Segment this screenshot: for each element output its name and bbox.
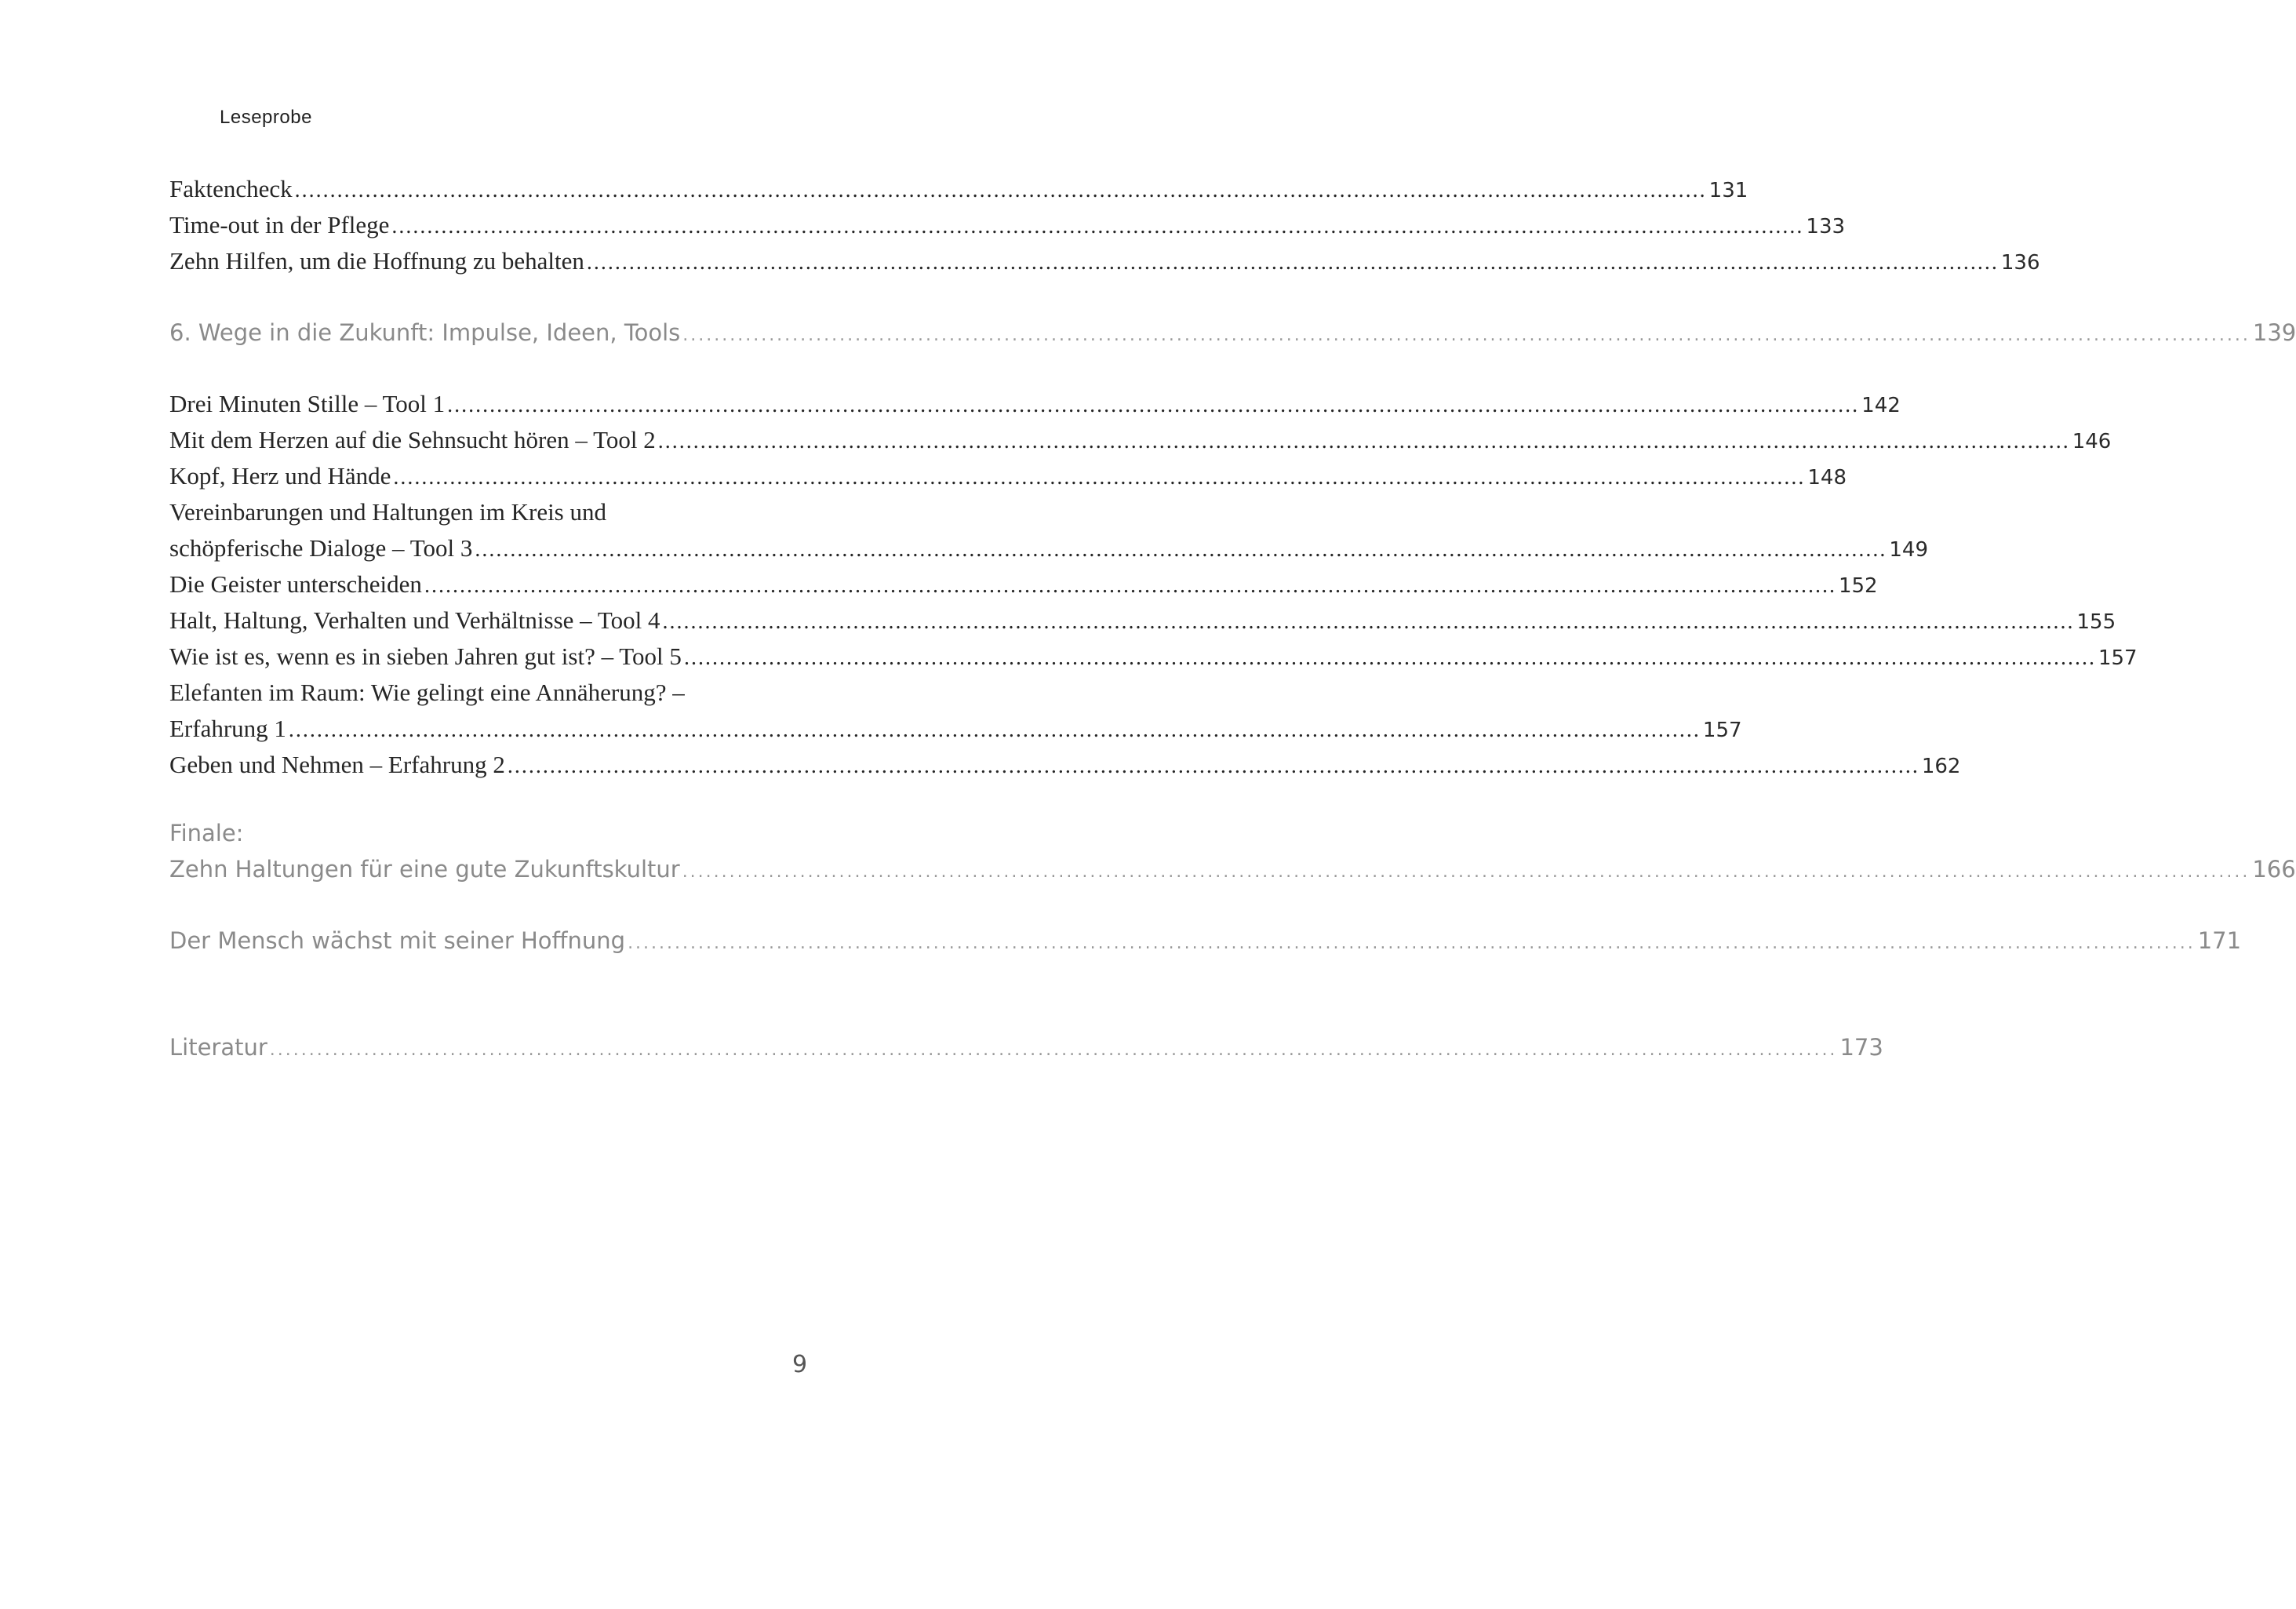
toc-entry-title: schöpferische Dialoge – Tool 3	[169, 534, 473, 562]
toc-group-1	[169, 171, 2040, 279]
toc-entry-title: Mit dem Herzen auf die Sehnsucht hören – Tool 2	[169, 426, 656, 453]
toc-entry-page: 148	[1807, 466, 1847, 490]
leader-dots: ........................................................................................................................................................................................................	[507, 754, 1919, 778]
toc-entry-page: 166	[2252, 856, 2296, 883]
leader-dots: ........................................................................................................................................................................................................	[393, 465, 1806, 490]
running-header: Leseprobe	[220, 107, 312, 128]
toc-entry	[169, 530, 1929, 566]
toc-entry-page: 142	[1861, 394, 1901, 417]
toc-chapter-heading	[169, 315, 2296, 351]
toc-entry	[169, 747, 1961, 783]
leader-dots: ........................................................................................................................................................................................................	[586, 250, 1999, 275]
leader-dots: ........................................................................................................................................................................................................	[447, 393, 1860, 417]
toc-entry-page: 155	[2076, 610, 2116, 634]
toc-entry-title: Zehn Haltungen für eine gute Zukunftskultur	[169, 856, 680, 883]
leader-dots: ........................................................................................................................................................................................................	[682, 326, 2251, 345]
toc-entry-title: Der Mensch wächst mit seiner Hoffnung	[169, 927, 626, 954]
toc-entry-page: 173	[1839, 1034, 1883, 1061]
leader-dots: ........................................................................................................................................................................................................	[269, 1040, 1838, 1060]
toc-entry-page: 162	[1921, 755, 1961, 778]
toc-entry-title: Zehn Hilfen, um die Hoffnung zu behalten	[169, 247, 584, 275]
toc-entry-page: 146	[2072, 430, 2112, 453]
toc-entry-title: Geben und Nehmen – Erfahrung 2	[169, 751, 505, 778]
toc-entry-title: Erfahrung 1	[169, 715, 286, 742]
toc-entry-page: 149	[1889, 538, 1929, 562]
toc-finale	[169, 815, 2296, 887]
toc-entry	[169, 602, 2116, 639]
toc-chapter-6	[169, 315, 2296, 351]
toc-entry-title: Time-out in der Pflege	[169, 211, 390, 238]
toc-entry-page: 157	[1702, 719, 1742, 742]
leader-dots: ........................................................................................................................................................................................................	[657, 429, 2070, 453]
toc-literature	[169, 1029, 1883, 1065]
toc-group-2	[169, 386, 2138, 783]
leader-dots: ........................................................................................................................................................................................................	[682, 862, 2251, 882]
toc-entry-title: Wie ist es, wenn es in sieben Jahren gut ist? – Tool 5	[169, 643, 682, 670]
toc-chapter-heading	[169, 851, 2296, 887]
toc-chapter-heading	[169, 1029, 1883, 1065]
toc-entry-page: 157	[2098, 646, 2138, 670]
toc-entry-page: 136	[2000, 251, 2040, 275]
toc-entry-first-line: Elefanten im Raum: Wie gelingt eine Annäherung? –	[169, 679, 685, 706]
toc-entry	[169, 171, 1748, 207]
toc-chapter-heading: Finale:	[169, 820, 244, 846]
page-number: 9	[792, 1351, 808, 1378]
leader-dots: ........................................................................................................................................................................................................	[475, 537, 1887, 562]
toc-entry-title: Kopf, Herz und Hände	[169, 462, 391, 490]
leader-dots: ........................................................................................................................................................................................................	[391, 214, 1804, 238]
toc-entry	[169, 386, 1901, 422]
toc-entry-title: Die Geister unterscheiden	[169, 570, 422, 598]
toc-chapter-heading	[169, 923, 2242, 959]
toc-entry	[169, 243, 2040, 279]
leader-dots: ........................................................................................................................................................................................................	[683, 646, 2096, 670]
toc-entry	[169, 207, 1846, 243]
toc-entry-title: Halt, Haltung, Verhalten und Verhältnisse – Tool 4	[169, 606, 660, 634]
leader-dots: ........................................................................................................................................................................................................	[294, 178, 1707, 202]
toc-entry	[169, 458, 1847, 494]
toc-entry	[169, 422, 2112, 458]
toc-entry-first-line: Vereinbarungen und Haltungen im Kreis und	[169, 498, 607, 526]
toc-entry-title: Drei Minuten Stille – Tool 1	[169, 390, 446, 417]
leader-dots: ........................................................................................................................................................................................................	[628, 934, 2196, 953]
toc-entry-title: Literatur	[169, 1034, 267, 1061]
toc-entry	[169, 639, 2138, 675]
leader-dots: ........................................................................................................................................................................................................	[662, 610, 2075, 634]
toc-entry	[169, 566, 1878, 602]
toc-entry-page: 152	[1838, 574, 1878, 598]
toc-entry-title: 6. Wege in die Zukunft: Impulse, Ideen, Tools	[169, 319, 681, 346]
toc-entry-page: 171	[2197, 927, 2242, 954]
toc-epilogue	[169, 923, 2242, 959]
toc-entry-page: 133	[1806, 215, 1846, 238]
leader-dots: ........................................................................................................................................................................................................	[424, 573, 1836, 598]
toc-entry-title: Faktencheck	[169, 175, 293, 202]
toc-entry	[169, 711, 1742, 747]
toc-entry-page: 131	[1708, 179, 1748, 202]
toc-entry-page: 139	[2252, 319, 2296, 346]
leader-dots: ........................................................................................................................................................................................................	[288, 718, 1701, 742]
